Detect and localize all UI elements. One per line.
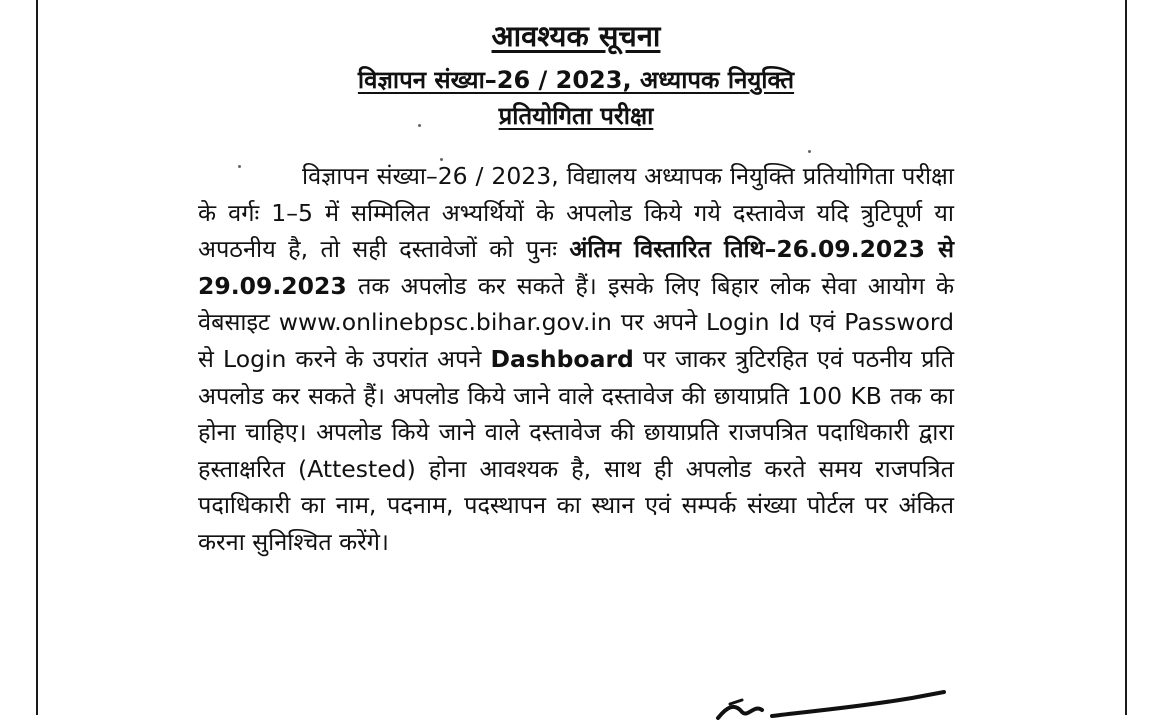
signature-scribble-icon [712,690,952,720]
paragraph-bold-dashboard: Dashboard [490,344,634,373]
notice-subheading-line1-text: विज्ञापन संख्या–26 / 2023, अध्यापक नियुक्ति [357,66,795,94]
notice-page [36,0,1127,715]
notice-subheading-line2 [198,98,954,134]
paragraph-bold-dates: अंतिम विस्तारित तिथि–26.09.2023 से 29.09.2023 [198,235,954,300]
paragraph-text-1: विज्ञापन संख्या–26 / 2023, विद्यालय अध्यापक नियुक्ति प्रतियोगिता परीक्षा के वर्गः 1–5 में सम्मिलित अभ्यर्थियों के अपलोड किये गये दस्तावेज यदि त्रुटिपूर्ण या अपठनीय है, तो सही दस्तावेजों को पुनः [198,162,954,264]
notice-subheading-line1 [198,62,954,98]
notice-heading-text: आवश्यक सूचना [491,19,661,53]
notice-heading [198,16,954,56]
notice-subheading-line2-text: प्रतियोगिता परीक्षा [498,102,654,130]
scan-speck [808,150,811,153]
notice-document [198,10,954,561]
scan-speck [238,165,241,168]
notice-paragraph [198,158,954,561]
scan-speck [440,158,443,161]
scan-speck [418,124,421,127]
paragraph-text-3: पर जाकर त्रुटिरहित एवं पठनीय प्रति अपलोड कर सकते हैं। अपलोड किये जाने वाले दस्तावेज की छायाप्रति 100 KB तक का होना चाहिए। अपलोड किये जाने वाले दस्तावेज की छायाप्रति राजपत्रित पदाधिकारी द्वारा हस्ताक्षरित (Attested) होना आवश्यक है, साथ ही अपलोड करते समय राजपत्रित पदाधिकारी का नाम, पदनाम, पदस्थापन का स्थान एवं सम्पर्क संख्या पोर्टल पर अंकित करना सुनिश्चित करेंगे। [198,344,954,556]
paragraph-text-2: तक अपलोड कर सकते हैं। इसके लिए बिहार लोक सेवा आयोग के वेबसाइट www.onlinebpsc.bihar.gov.in पर अपने Login Id एवं Password से Login करने के उपरांत अपने [198,271,954,373]
